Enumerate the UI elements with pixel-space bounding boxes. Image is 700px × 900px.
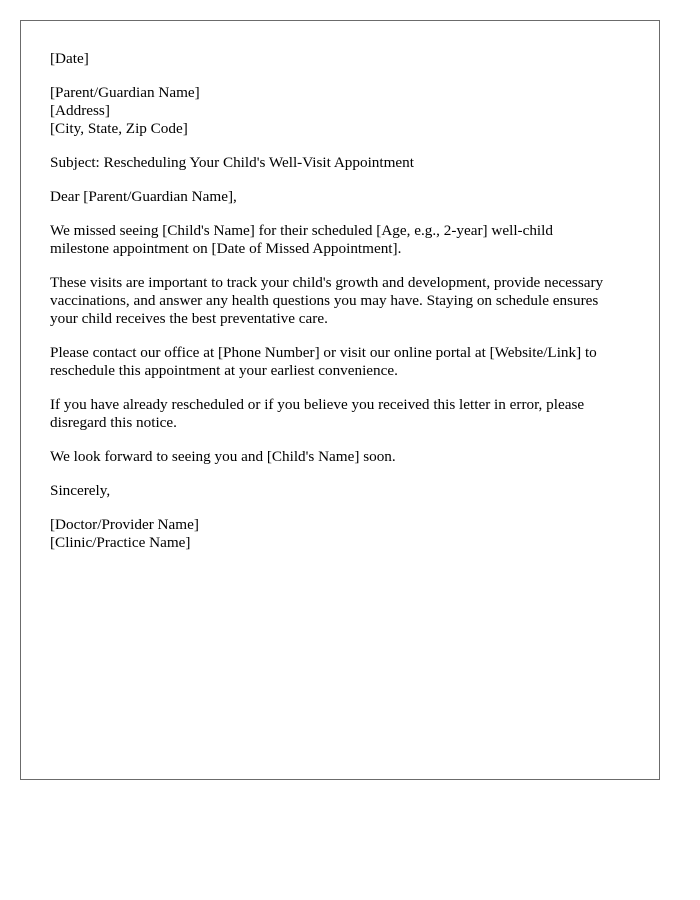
recipient-address: [Address] <box>50 102 110 119</box>
paragraph-look-forward <box>50 448 640 466</box>
recipient-city-state-zip: [City, State, Zip Code] <box>50 120 188 137</box>
recipient-address-block <box>50 84 640 138</box>
paragraph-line: reschedule this appointment at your earliest convenience. <box>50 362 398 379</box>
letter-body <box>50 50 640 568</box>
letter-subject: Subject: Rescheduling Your Child's Well-Visit Appointment <box>50 154 414 171</box>
paragraph-line: We missed seeing [Child's Name] for their scheduled [Age, e.g., 2-year] well-child <box>50 222 553 239</box>
paragraph-line: If you have already rescheduled or if you believe you received this letter in error, please <box>50 396 585 413</box>
provider-name: [Doctor/Provider Name] <box>50 516 199 533</box>
subject-block <box>50 154 640 172</box>
letter-salutation: Dear [Parent/Guardian Name], <box>50 188 237 205</box>
paragraph-disregard <box>50 396 640 432</box>
paragraph-contact <box>50 344 640 380</box>
paragraph-line: vaccinations, and answer any health questions you may have. Staying on schedule ensures <box>50 292 599 309</box>
paragraph-line: We look forward to seeing you and [Child's Name] soon. <box>50 448 396 465</box>
date-block <box>50 50 640 68</box>
letter-page <box>20 20 660 780</box>
signature-block <box>50 516 640 552</box>
paragraph-line: your child receives the best preventative care. <box>50 310 328 327</box>
practice-name: [Clinic/Practice Name] <box>50 534 191 551</box>
paragraph-line: disregard this notice. <box>50 414 177 431</box>
paragraph-importance <box>50 274 640 328</box>
salutation-block <box>50 188 640 206</box>
paragraph-line: milestone appointment on [Date of Missed Appointment]. <box>50 240 402 257</box>
paragraph-line: These visits are important to track your child's growth and development, provide necessary <box>50 274 604 291</box>
letter-closing: Sincerely, <box>50 482 111 499</box>
paragraph-line: Please contact our office at [Phone Number] or visit our online portal at [Website/Link] to <box>50 344 597 361</box>
closing-block <box>50 482 640 500</box>
letter-date: [Date] <box>50 50 89 67</box>
recipient-name: [Parent/Guardian Name] <box>50 84 200 101</box>
paragraph-missed-visit <box>50 222 640 258</box>
